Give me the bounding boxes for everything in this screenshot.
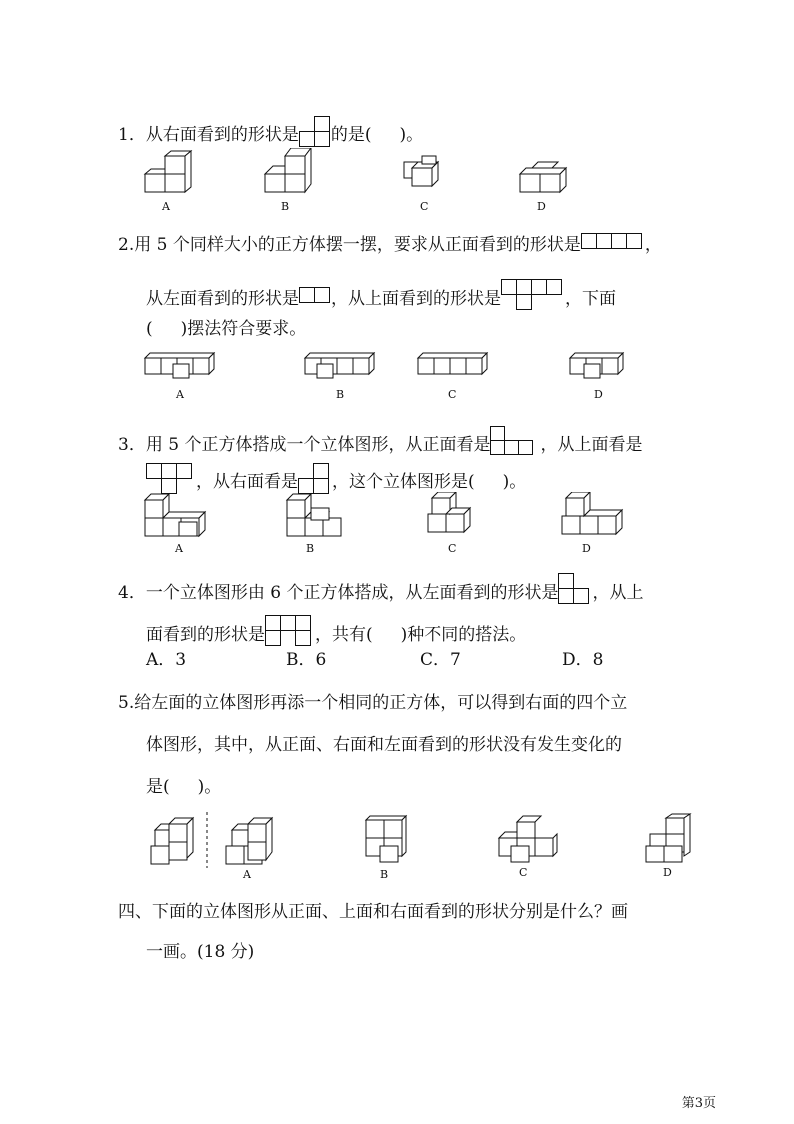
q2-text-line1: 2.用 5 个同样大小的正方体摆一摆，要求从正面看到的形状是 ， — [118, 232, 662, 257]
q4-left-view-icon — [558, 572, 592, 613]
q2-left-view-icon — [299, 286, 331, 311]
q2-figure-c — [418, 353, 487, 374]
q4-choice-b: B．6 — [286, 650, 327, 670]
q4-text-line1: 4．一个立体图形由 6 个正方体搭成，从左面看到的形状是 ，从上 — [118, 572, 643, 613]
q3-figures — [140, 492, 640, 540]
q2-figure-b — [305, 353, 374, 378]
q2-option-a: A — [176, 388, 184, 401]
q5-option-a: A — [243, 868, 251, 881]
section4-line2: 一画。(18 分) — [146, 942, 255, 962]
q4-choice-d: D．8 — [562, 650, 604, 670]
q1-figure-b — [265, 148, 311, 192]
q3-option-c: C — [448, 542, 457, 555]
q5-option-b: B — [380, 868, 389, 881]
q1-figure-a — [145, 151, 191, 192]
q3-figure-d — [562, 492, 622, 534]
q2-option-b: B — [336, 388, 345, 401]
q3-figure-a — [145, 494, 205, 536]
q2-text-line2: 从左面看到的形状是 ，从上面看到的形状是 ，下面 — [146, 278, 616, 319]
q2-figures — [140, 352, 640, 382]
q2-top-view-icon — [501, 278, 565, 319]
q1-option-d: D — [537, 200, 546, 213]
q1-figures — [140, 148, 700, 196]
q3-text-line1: 3．用 5 个正方体搭成一个立体图形，从正面看是 ，从上面看是 — [118, 426, 642, 463]
q1-figure-c — [404, 156, 438, 186]
q5-original-figure — [151, 818, 193, 864]
q2-front-view-icon — [581, 232, 645, 257]
q3-text-line2: ，从右面看是 ，这个立体图形是( )。 — [146, 462, 526, 501]
q5-figure-b — [366, 816, 406, 862]
q3-figure-c — [428, 492, 470, 532]
q3-front-view-icon — [490, 426, 540, 463]
section4-line1: 四、下面的立体图形从正面、上面和右面看到的形状分别是什么？画 — [118, 902, 628, 922]
q5-option-c: C — [519, 866, 528, 879]
q2-figure-d — [570, 353, 623, 378]
q5-text-line1: 5.给左面的立体图形再添一个相同的正方体，可以得到右面的四个立 — [118, 692, 628, 713]
q2-text-line3: ( )摆法符合要求。 — [146, 318, 307, 339]
q2-figure-a — [145, 353, 214, 378]
q5-figure-c — [499, 816, 557, 862]
q3-option-a: A — [175, 542, 183, 555]
q5-figure-a — [226, 818, 272, 864]
page-number: 第3页 — [681, 1096, 716, 1111]
q3-option-d: D — [582, 542, 591, 555]
q1-option-a: A — [162, 200, 170, 213]
q1-option-b: B — [281, 200, 290, 213]
q5-figure-d — [646, 814, 690, 862]
q4-text-line2: 面看到的形状是 ，共有( )种不同的搭法。 — [146, 614, 526, 655]
q2-option-c: C — [448, 388, 457, 401]
q4-choice-a: A．3 — [146, 650, 187, 670]
q3-figure-b — [287, 494, 341, 536]
q1-text: 1．从右面看到的形状是 的是( )。 — [118, 114, 423, 155]
q4-choice-c: C．7 — [420, 650, 461, 670]
q1-figure-d — [520, 162, 566, 192]
q3-option-b: B — [306, 542, 315, 555]
q2-option-d: D — [594, 388, 603, 401]
q5-text-line2: 体图形，其中，从正面、右面和左面看到的形状没有发生变化的 — [146, 734, 622, 755]
q1-option-c: C — [420, 200, 429, 213]
q5-option-d: D — [663, 866, 672, 879]
q5-figures — [140, 812, 720, 868]
q5-text-line3: 是( )。 — [146, 776, 222, 797]
